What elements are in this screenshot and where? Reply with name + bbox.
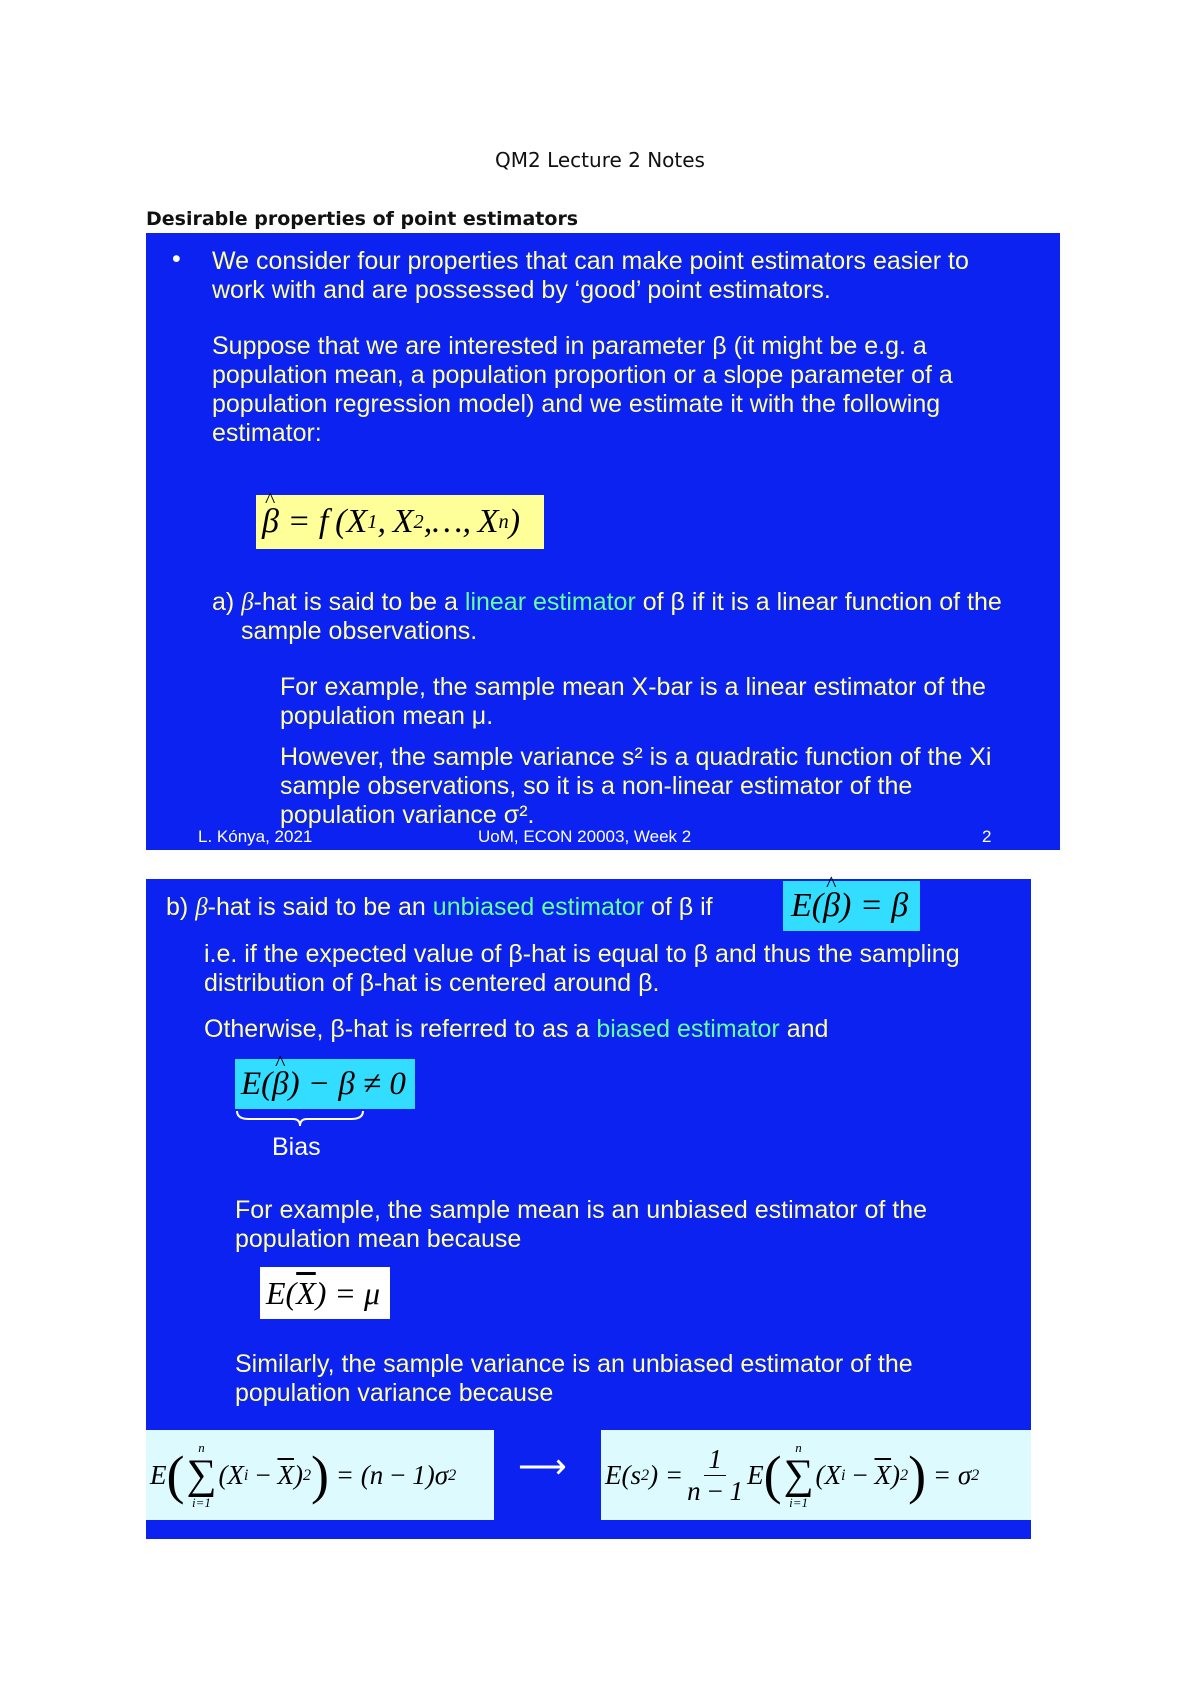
bias-brace-icon — [235, 1109, 365, 1129]
unbiased-formula: E( ^ β ) = β — [783, 881, 920, 931]
otherwise-line: Otherwise, β-hat is referred to as a biased estimator and — [204, 1015, 829, 1043]
suppose-line-2: population mean, a population proportion or a slope parameter of a — [212, 361, 953, 389]
estimator-formula: ^ β = f (X 1 , X 2 ,…, X n ) — [256, 495, 544, 549]
point-a-line-1: a) β-hat is said to be a linear estimator of β if it is a linear function of the — [212, 588, 1002, 616]
ie-line-2: distribution of β-hat is centered around β. — [204, 969, 660, 997]
bullet-icon: • — [172, 245, 181, 273]
point-b-line: b) β-hat is said to be an unbiased estimator of β if — [166, 893, 713, 921]
similarly-line-1: Similarly, the sample variance is an unbiased estimator of the — [235, 1350, 913, 1378]
suppose-line-1: Suppose that we are interested in parameter β (it might be e.g. a — [212, 332, 927, 360]
intro-line-2: work with and are possessed by ‘good’ point estimators. — [212, 276, 831, 304]
slide-linear-estimator — [146, 233, 1060, 850]
suppose-line-4: estimator: — [212, 419, 322, 447]
example-line-1: For example, the sample mean X-bar is a linear estimator of the — [280, 673, 986, 701]
sample-variance-formula: E(s 2 ) = $\frac{1}{n - 1}$ E ( n ∑ i=1 (X i − $\overline{X}$ ) 2 ) = σ 2 — [601, 1430, 1031, 1520]
term-unbiased-estimator: unbiased estimator — [432, 893, 645, 921]
bias-label: Bias — [272, 1133, 321, 1161]
mean-formula: E( $\overline{X}$ ) = μ — [260, 1267, 390, 1319]
however-line-3: population variance σ². — [280, 801, 535, 829]
slide-unbiased-estimator — [146, 879, 1031, 1539]
example-mean-line-1: For example, the sample mean is an unbiased estimator of the — [235, 1196, 928, 1224]
term-biased-estimator: biased estimator — [596, 1015, 780, 1043]
footer-course: UoM, ECON 20003, Week 2 — [478, 827, 692, 846]
suppose-line-3: population regression model) and we estimate it with the following — [212, 390, 941, 418]
however-line-1: However, the sample variance s² is a quadratic function of the Xi — [280, 743, 992, 771]
implies-arrow-icon: ⟶ — [518, 1448, 567, 1486]
variance-sum-formula: E ( n ∑ i=1 (X i − $\overline{X}$ ) 2 ) = (n − 1)σ 2 — [146, 1430, 494, 1520]
point-a-line-2: sample observations. — [241, 617, 478, 645]
bias-formula: E( ^ β ) − β ≠ 0 — [235, 1059, 415, 1109]
example-line-2: population mean μ. — [280, 702, 494, 730]
similarly-line-2: population variance because — [235, 1379, 554, 1407]
term-linear-estimator: linear estimator — [464, 588, 636, 616]
footer-page-number: 2 — [982, 827, 992, 846]
however-line-2: sample observations, so it is a non-linear estimator of the — [280, 772, 913, 800]
section-heading: Desirable properties of point estimators — [146, 208, 579, 230]
example-mean-line-2: population mean because — [235, 1225, 522, 1253]
document-title: QM2 Lecture 2 Notes — [495, 148, 705, 172]
ie-line-1: i.e. if the expected value of β-hat is equal to β and thus the sampling — [204, 940, 960, 968]
intro-line-1: We consider four properties that can make point estimators easier to — [212, 247, 969, 275]
footer-author: L. Kónya, 2021 — [198, 827, 313, 846]
